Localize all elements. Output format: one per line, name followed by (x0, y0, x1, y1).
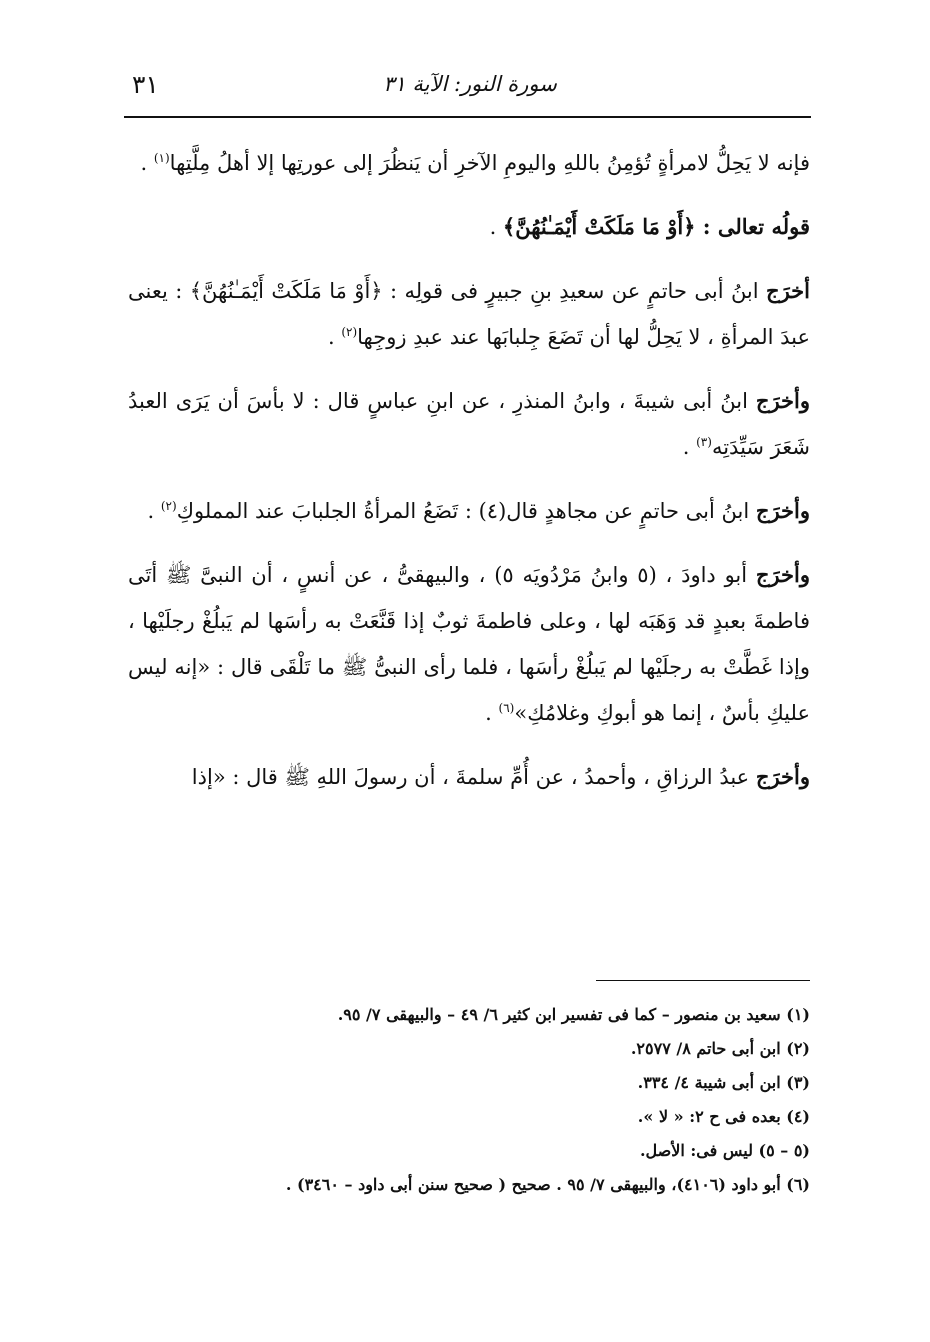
paragraph (128, 204, 810, 250)
footnotes (128, 998, 810, 1202)
paragraph (128, 552, 810, 736)
footnote: (١) سعيد بن منصور – كما فى تفسير ابن كثير ٦/ ٤٩ – والبيهقى ٧/ ٩٥. (337, 1005, 810, 1024)
paragraph-text: ابنُ أبى حاتمٍ عن مجاهدٍ قال(٤) : تَضَعُ المرأةُ الجلبابَ عند المملوكِ (176, 499, 756, 523)
footnote: (٣) ابن أبى شيبة ٤/ ٣٣٤. (637, 1073, 810, 1092)
main-text (128, 140, 810, 818)
footnote-ref: (٢) (341, 325, 358, 339)
page-number: ٣١ (132, 70, 159, 99)
footnote-ref: (٢) (160, 499, 177, 513)
paragraph-lead: قولُه تعالى : (695, 214, 810, 239)
quran-verse: ﴿أَوْ مَا مَلَكَتْ أَيْمَـٰنُهُنَّ﴾ (502, 214, 696, 239)
paragraph-lead: وأخرَج (755, 388, 810, 413)
footnote: (٤) بعده فى ح ٢: « لا ». (637, 1107, 810, 1126)
paragraph-text: ابنُ أبى شيبةَ ، وابنُ المنذرِ ، عن ابنِ عباسٍ قال : لا بأسَ أن يَرَى العبدُ شَعَرَ سَيِّدَتِه (128, 389, 810, 459)
footnote: (٦) أبو داود (٤١٠٦)، والبيهقى ٧/ ٩٥ . صحيح ( صحيح سنن أبى داود – ٣٤٦٠) . (285, 1175, 810, 1194)
paragraph-tail: . (489, 215, 503, 239)
paragraph-lead: وأخرَج (755, 764, 810, 789)
footnote: (٥ – ٥) ليس فى: الأصل. (639, 1141, 810, 1160)
header-rule (124, 116, 811, 118)
footnote: (٢) ابن أبى حاتم ٨/ ٢٥٧٧. (630, 1039, 810, 1058)
paragraph (128, 268, 810, 360)
paragraph-tail: . (327, 325, 342, 349)
paragraph-tail: . (682, 435, 697, 459)
paragraph (128, 140, 810, 186)
paragraph-text: ابنُ أبى حاتمٍ عن سعيدِ بنِ جبيرٍ فى قولِه : ﴿أَوْ مَا مَلَكَتْ أَيْمَـٰنُهُنَّ﴾ : يعنى عبدَ المرأةِ ، لا يَحِلُّ لها أن تَضَعَ جِلبابَها عند عبدِ زوجِها (128, 279, 810, 349)
paragraph-text: عبدُ الرزاقِ ، وأحمدُ ، عن أُمِّ سلمةَ ، أن رسولَ اللهِ ﷺ قال : «إذا (191, 765, 756, 789)
footnote-ref: (٣) (696, 435, 712, 449)
page-header (132, 68, 808, 108)
paragraph (128, 488, 810, 534)
paragraph-text: أبو داودَ ، (٥ وابنُ مَرْدُويَه ٥) ، والبيهقىُّ ، عن أنسٍ ، أن النبىَّ ﷺ أتَى فاطمةَ بعبدٍ قد وَهَبَه لها ، وعلى فاطمةَ ثوبٌ إذا قَنَّعَتْ به رأسَها لم يَبلُغْ رجلَيْها ، وإذا غَطَّتْ به رجلَيْها لم يَبلُغْ رأسَها ، فلما رأى النبىُّ ﷺ ما تَلْقَى قال : «إنه ليس عليكِ بأسٌ ، إنما هو أبوكِ وغلامُكِ» (128, 563, 810, 725)
footnote-ref: (٦) (498, 701, 515, 715)
paragraph-tail: . (147, 499, 161, 523)
footnote-rule (596, 980, 810, 981)
paragraph-lead: وأخرَج (755, 562, 810, 587)
paragraph (128, 754, 810, 800)
paragraph-lead: أخرَج (766, 278, 810, 303)
footnote-ref: (١) (153, 151, 170, 165)
paragraph (128, 378, 810, 470)
running-title: سورة النور: الآية ٣١ (383, 72, 557, 96)
paragraph-tail: . (140, 151, 154, 175)
paragraph-text: فإنه لا يَحِلُّ لامرأةٍ تُؤمِنُ باللهِ واليومِ الآخرِ أن يَنظُرَ إلى عورتِها إلا أهلُ مِلَّتِها (169, 151, 810, 175)
paragraph-lead: وأخرَج (755, 498, 810, 523)
paragraph-tail: . (485, 701, 499, 725)
